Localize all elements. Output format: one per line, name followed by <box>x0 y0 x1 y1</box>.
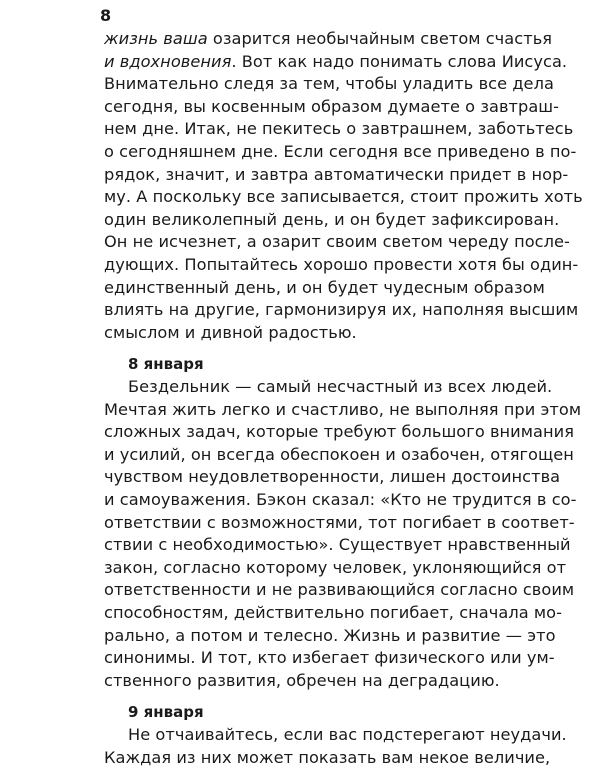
section-heading: 9 января <box>128 703 204 722</box>
text-line <box>104 29 553 49</box>
text-fragment: озарится необычайным светом счастья <box>207 29 553 48</box>
text-line: дующих. Попытайтесь хорошо провести хотя бы один- <box>104 255 579 274</box>
text-line: Внимательно следя за тем, чтобы уладить все дела <box>104 74 554 94</box>
text-line: способностям, действительно погибает, сначала мо- <box>104 603 562 622</box>
emphasis-text: и вдохновения <box>104 51 232 71</box>
text-line: рядок, значит, и завтра автоматически придет в нор- <box>104 164 569 184</box>
text-line: Бездельник — самый несчастный из всех людей. <box>128 377 553 396</box>
text-line: рально, а потом и телесно. Жизнь и развитие — это <box>104 625 556 645</box>
text-line: Не отчаивайтесь, если вас подстерегают неудачи. <box>128 725 567 744</box>
text-line: влиять на другие, гармонизируя их, наполняя высшим <box>104 300 579 320</box>
text-line: ответственности и не развивающийся согласно своим <box>104 580 575 600</box>
text-line: ответствии с возможностями, тот погибает в соответ- <box>104 512 575 532</box>
text-fragment: . Вот как надо понимать слова Иисуса. <box>231 51 568 71</box>
text-line: Мечтая жить легко и счастливо, не выполняя при этом <box>104 399 582 419</box>
emphasis-text: жизнь ваша <box>104 29 208 48</box>
text-line: Он не исчезнет, а озарит своим светом череду после- <box>104 232 570 252</box>
text-line: единственный день, и он будет чудесным образом <box>104 277 545 297</box>
text-line: смыслом и дивной радостью. <box>104 322 357 342</box>
text-line: чувством неудовлетворенности, лишен достоинства <box>104 467 561 487</box>
text-line: закон, согласно которому человек, уклоняющийся от <box>104 557 567 577</box>
text-line: один великолепный день, и он будет зафиксирован. <box>104 209 560 229</box>
text-line: и усилий, он всегда обеспокоен и озабочен, отягощен <box>104 444 574 464</box>
text-line: му. А поскольку все записывается, стоит прожить хоть <box>104 187 583 207</box>
text-line <box>104 51 568 72</box>
text-line: Каждая из них может показать вам некое величие, <box>104 747 551 767</box>
text-line: ственного развития, обречен на деградацию. <box>104 670 500 690</box>
text-line: нем дне. Итак, не пекитесь о завтрашнем, заботьтесь <box>104 119 574 139</box>
page-number: 8 <box>100 6 112 25</box>
text-line: сложных задач, которые требуют большого внимания <box>104 422 574 442</box>
text-line: синонимы. И тот, кто избегает физического или ум- <box>104 648 555 668</box>
text-line: ствии с необходимостью». Существует нравственный <box>104 535 571 555</box>
text-line: сегодня, вы косвенным образом думаете о завтраш- <box>104 96 560 116</box>
section-heading: 8 января <box>128 355 204 374</box>
text-line: о сегодняшнем дне. Если сегодня все приведено в по- <box>104 142 577 161</box>
text-line: и самоуважения. Бэкон сказал: «Кто не трудится в со- <box>104 490 577 509</box>
